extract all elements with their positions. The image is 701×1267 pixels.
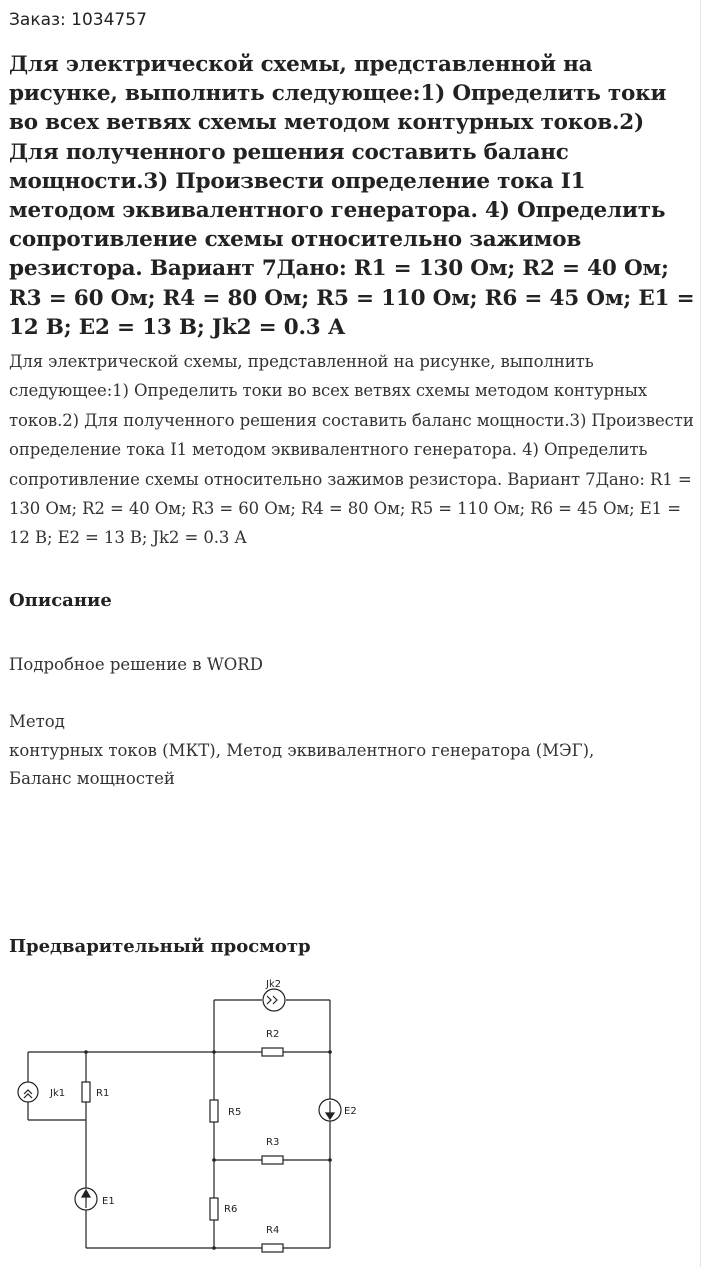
circuit-nodes <box>84 1050 332 1250</box>
label-r1: R1 <box>96 1088 110 1099</box>
label-e1: E1 <box>102 1196 115 1207</box>
label-r2: R2 <box>266 1029 280 1040</box>
label-r3: R3 <box>266 1137 280 1148</box>
e2-source-icon <box>319 1099 341 1121</box>
label-r6: R6 <box>224 1204 238 1215</box>
resistor-r3 <box>262 1156 283 1164</box>
jk1-source-icon <box>18 1082 38 1102</box>
label-e2: E2 <box>344 1106 357 1117</box>
description-heading: Описание <box>9 590 112 611</box>
label-jk2: Jk2 <box>266 979 282 990</box>
label-jk1: Jk1 <box>50 1088 66 1099</box>
description-line-methods: контурных токов (МКТ), Метод эквивалентного генератора (МЭГ), <box>9 741 595 760</box>
page-title: Для электрической схемы, представленной на рисунке, выполнить следующее:1) Определить токи во всех ветвях схемы методом контурных токов.2) Для полученного решения составить баланс мощности.3) Произвести определение тока I1 методом эквивалентного генератора. 4) Определить сопротивление схемы относительно зажимов резистора. Вариант 7Дано: R1 = 130 Ом; R2 = 40 Ом; R3 = 60 Ом; R4 = 80 Ом; R5 = 110 Ом; R6 = 45 Ом; E1 = 12 В; E2 = 13 В; Jk2 = 0.3 А <box>9 52 695 340</box>
resistor-r4 <box>262 1244 283 1252</box>
resistor-r1 <box>82 1082 90 1102</box>
jk2-source-icon <box>263 989 285 1011</box>
description-line-word: Подробное решение в WORD <box>9 655 263 674</box>
label-r4: R4 <box>266 1225 280 1236</box>
label-r5: R5 <box>228 1107 242 1118</box>
e1-source-icon <box>75 1188 97 1210</box>
resistor-r2 <box>262 1048 283 1056</box>
preview-heading: Предварительный просмотр <box>9 936 311 957</box>
circuit-diagram <box>10 970 370 1260</box>
circuit-wires <box>28 1000 330 1248</box>
resistor-r5 <box>210 1100 218 1122</box>
description-line-method: Метод <box>9 712 65 731</box>
description-line-balance: Баланс мощностей <box>9 769 175 788</box>
order-number: Заказ: 1034757 <box>9 10 147 30</box>
resistor-r6 <box>210 1198 218 1220</box>
task-text: Для электрической схемы, представленной на рисунке, выполнить следующее:1) Определить токи во всех ветвях схемы методом контурных токов.2) Для полученного решения составить баланс мощности.3) Произвести определение тока I1 методом эквивалентного генератора. 4) Определить сопротивление схемы относительно зажимов резистора. Вариант 7Дано: R1 = 130 Ом; R2 = 40 Ом; R3 = 60 Ом; R4 = 80 Ом; R5 = 110 Ом; R6 = 45 Ом; E1 = 12 В; E2 = 13 В; Jk2 = 0.3 А <box>9 352 694 548</box>
